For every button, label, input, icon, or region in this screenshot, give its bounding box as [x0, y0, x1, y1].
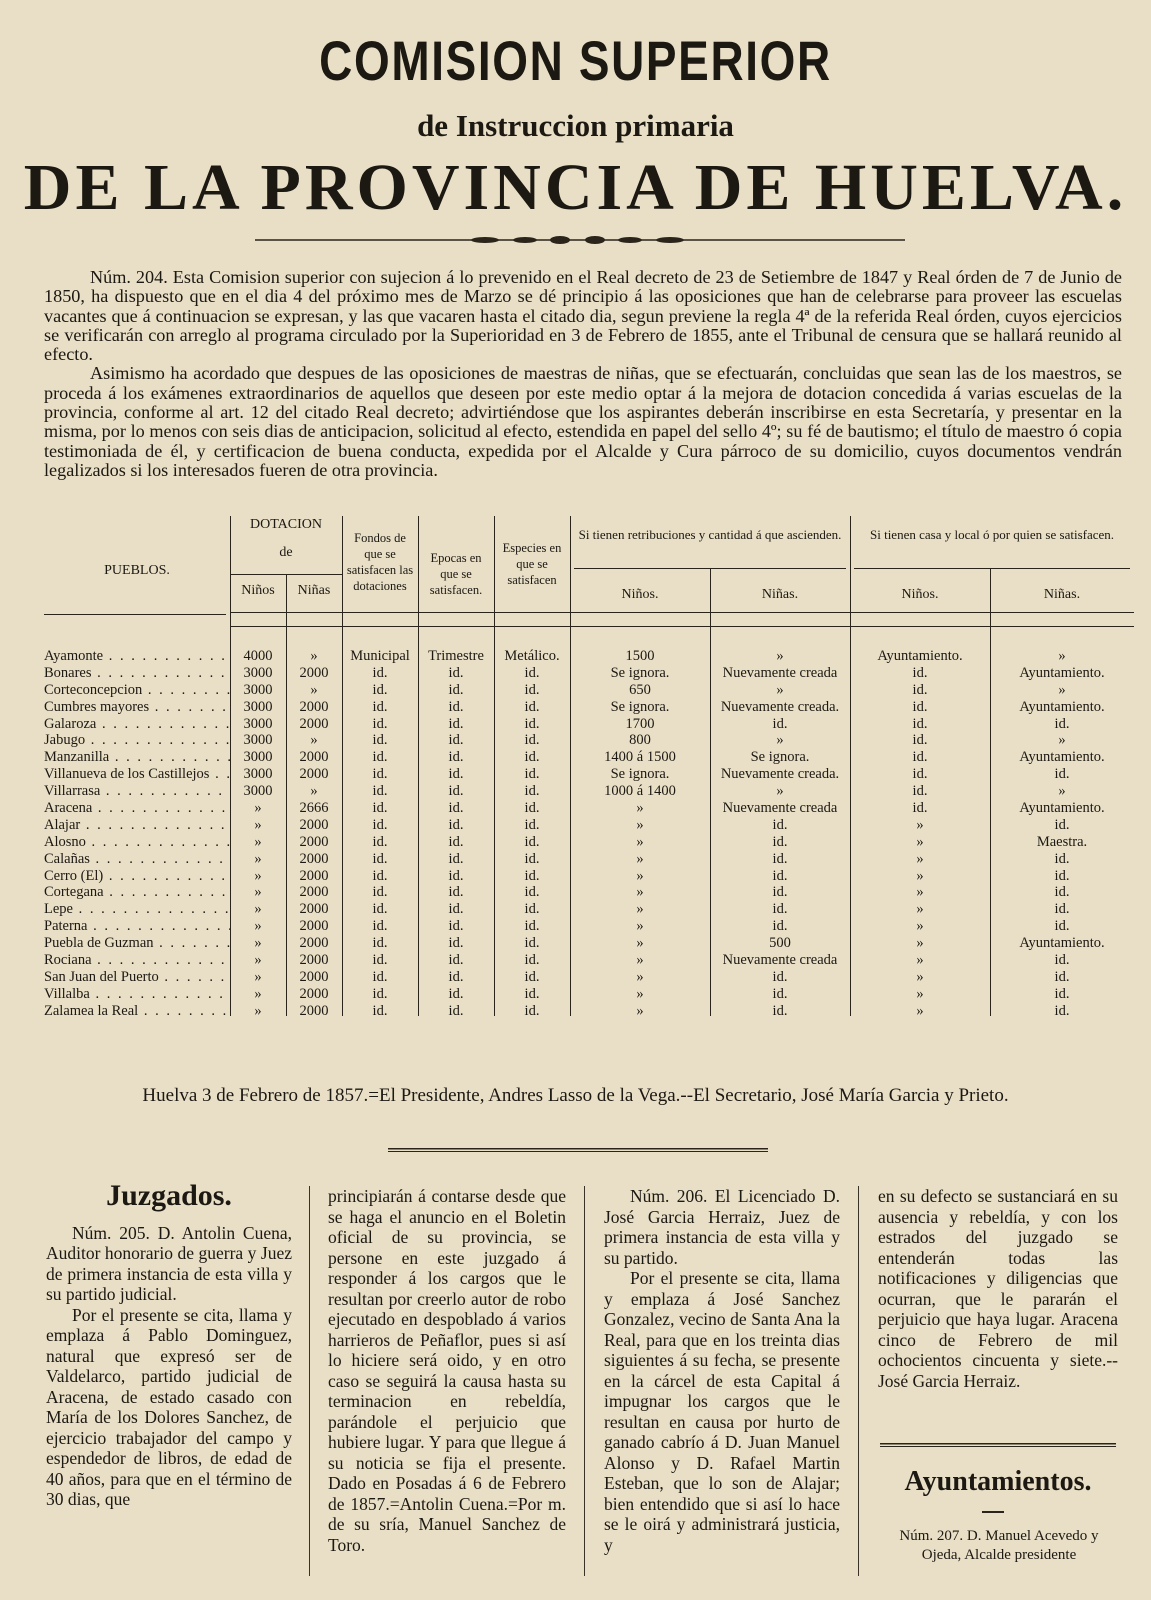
cell-retrib-ninos: » [636, 952, 644, 969]
cell-retrib-ninos: 1000 á 1400 [604, 783, 676, 800]
cell-fondos: id. [372, 968, 388, 985]
cell-especies: id. [524, 901, 540, 918]
cell-retrib-ninas: id. [772, 1002, 788, 1019]
cell-casa-ninos: » [916, 952, 924, 969]
cell-dotacion-ninas: 2000 [299, 715, 329, 732]
cell-dotacion-ninas: 2000 [299, 850, 329, 867]
cell-casa-ninas: id. [1054, 867, 1070, 884]
cell-fondos: id. [372, 901, 388, 918]
cell-retrib-ninas: id. [772, 968, 788, 985]
cell-dotacion-ninos: 3000 [243, 681, 273, 698]
table-row [44, 918, 1134, 935]
cell-retrib-ninos: » [636, 985, 644, 1002]
cell-fondos: id. [372, 867, 388, 884]
cell-pueblo: Manzanilla . . . [44, 749, 230, 766]
cell-dotacion-ninas: 2000 [299, 884, 329, 901]
cell-dotacion-ninos: » [254, 850, 262, 867]
title-underline [982, 1511, 1004, 1513]
cell-epocas: id. [448, 732, 464, 749]
cell-pueblo: Calañas . . . [44, 851, 230, 868]
table-rule [44, 614, 226, 615]
intro-text [44, 268, 1122, 480]
table-row [44, 851, 1134, 868]
section-divider [388, 1147, 768, 1153]
cell-casa-ninos: » [916, 918, 924, 935]
cell-retrib-ninos: » [636, 918, 644, 935]
section-title-ayuntamientos: Ayuntamientos. [904, 1466, 1092, 1497]
cell-retrib-ninos: Se ignora. [610, 698, 670, 715]
cell-retrib-ninas: id. [772, 715, 788, 732]
table-row [44, 699, 1134, 716]
table-row [44, 800, 1134, 817]
cell-casa-ninos: » [916, 850, 924, 867]
cell-casa-ninas: id. [1054, 968, 1070, 985]
cell-epocas: id. [448, 766, 464, 783]
cell-pueblo: Villalba . . . [44, 986, 230, 1003]
cell-retrib-ninos: » [636, 833, 644, 850]
cell-casa-ninas: id. [1054, 1002, 1070, 1019]
cell-casa-ninos: id. [912, 732, 928, 749]
table-row [44, 969, 1134, 986]
cell-dotacion-ninos: 4000 [243, 648, 273, 664]
cell-dotacion-ninos: » [254, 901, 262, 918]
cell-retrib-ninas: » [776, 648, 784, 664]
cell-epocas: id. [448, 918, 464, 935]
cell-retrib-ninos: » [636, 935, 644, 952]
cell-especies: id. [524, 833, 540, 850]
header-casa-ninas: Niñas. [1043, 587, 1081, 602]
cell-fondos: id. [372, 850, 388, 867]
cell-fondos: id. [372, 749, 388, 766]
cell-fondos: id. [372, 1002, 388, 1019]
cell-pueblo: Lepe . . . [44, 901, 230, 918]
cell-retrib-ninas: id. [772, 985, 788, 1002]
cell-dotacion-ninos: 3000 [243, 698, 273, 715]
cell-casa-ninos: » [916, 1002, 924, 1019]
cell-especies: id. [524, 715, 540, 732]
cell-especies: id. [524, 664, 540, 681]
cell-fondos: id. [372, 884, 388, 901]
cell-dotacion-ninos: » [254, 1002, 262, 1019]
cell-fondos: id. [372, 985, 388, 1002]
cell-dotacion-ninos: 3000 [243, 732, 273, 749]
header-casa: Si tienen casa y local ó por quien se satisfacen. [869, 527, 1115, 542]
cell-pueblo: Bonares . . . [44, 665, 230, 682]
cell-dotacion-ninas: 2000 [299, 985, 329, 1002]
cell-dotacion-ninos: » [254, 816, 262, 833]
cell-retrib-ninos: » [636, 901, 644, 918]
cell-retrib-ninas: id. [772, 884, 788, 901]
ornament-divider [255, 234, 905, 246]
cell-retrib-ninos: 1500 [625, 648, 655, 664]
cell-dotacion-ninas: 2000 [299, 664, 329, 681]
cell-casa-ninos: » [916, 968, 924, 985]
signature-line: Huelva 3 de Febrero de 1857.=El Presidente, Andres Lasso de la Vega.--El Secretario, José María Garcia y Prieto. [142, 1085, 1009, 1106]
cell-casa-ninas: » [1058, 783, 1066, 800]
cell-dotacion-ninos: 3000 [243, 664, 273, 681]
cell-dotacion-ninas: 2000 [299, 901, 329, 918]
cell-retrib-ninos: Se ignora. [610, 766, 670, 783]
cell-dotacion-ninos: » [254, 985, 262, 1002]
cell-pueblo: Ayamonte . . . [44, 648, 230, 665]
province-heading: DE LA PROVINCIA DE HUELVA. [23, 151, 1128, 224]
cell-fondos: id. [372, 681, 388, 698]
header-retrib-ninos: Niños. [621, 587, 659, 602]
cell-retrib-ninas: id. [772, 918, 788, 935]
table-rule [230, 626, 1134, 627]
table-row [44, 1003, 1134, 1020]
cell-pueblo: Alosno . . . [44, 834, 230, 851]
page-subtitle: de Instruccion primaria [417, 108, 734, 143]
table-body [44, 648, 1134, 1020]
cell-retrib-ninos: » [636, 1002, 644, 1019]
cell-pueblo: Aracena . . . [44, 800, 230, 817]
cell-casa-ninas: id. [1054, 715, 1070, 732]
notice-paragraph: Núm. 207. D. Manuel Acevedo y Ojeda, Alcalde presidente [899, 1528, 1099, 1563]
cell-especies: id. [524, 698, 540, 715]
cell-dotacion-ninas: 2000 [299, 867, 329, 884]
cell-retrib-ninos: » [636, 816, 644, 833]
cell-casa-ninas: Ayuntamiento. [1019, 664, 1105, 681]
cell-casa-ninas: id. [1054, 850, 1070, 867]
cell-especies: id. [524, 884, 540, 901]
cell-pueblo: Alajar . . . [44, 817, 230, 834]
cell-pueblo: Cumbres mayores . . . [44, 699, 230, 716]
cell-casa-ninos: id. [912, 749, 928, 766]
cell-fondos: id. [372, 783, 388, 800]
cell-retrib-ninas: id. [772, 850, 788, 867]
cell-casa-ninas: » [1058, 648, 1066, 664]
cell-retrib-ninas: Nuevamente creada. [720, 698, 840, 715]
cell-dotacion-ninas: 2666 [299, 800, 329, 817]
cell-dotacion-ninos: » [254, 935, 262, 952]
cell-especies: id. [524, 732, 540, 749]
table-rule [854, 568, 1130, 569]
cell-retrib-ninas: id. [772, 867, 788, 884]
cell-casa-ninas: id. [1054, 816, 1070, 833]
cell-pueblo: Rociana . . . [44, 952, 230, 969]
cell-pueblo: Villarrasa . . . [44, 783, 230, 800]
cell-especies: id. [524, 1002, 540, 1019]
cell-casa-ninos: Ayuntamiento. [877, 648, 963, 664]
cell-casa-ninos: » [916, 833, 924, 850]
cell-epocas: id. [448, 681, 464, 698]
cell-especies: id. [524, 766, 540, 783]
cell-pueblo: Zalamea la Real . . . [44, 1003, 230, 1020]
cell-especies: id. [524, 867, 540, 884]
cell-especies: id. [524, 749, 540, 766]
cell-epocas: Trimestre [428, 648, 484, 664]
cell-dotacion-ninos: » [254, 918, 262, 935]
cell-pueblo: Cerro (El) . . . [44, 868, 230, 885]
cell-dotacion-ninos: » [254, 968, 262, 985]
cell-casa-ninos: » [916, 816, 924, 833]
juzgados-column-4 [878, 1186, 1118, 1391]
cell-especies: id. [524, 985, 540, 1002]
cell-especies: id. [524, 968, 540, 985]
cell-casa-ninos: id. [912, 783, 928, 800]
table-row [44, 935, 1134, 952]
column-separator [309, 1186, 310, 1576]
cell-epocas: id. [448, 783, 464, 800]
cell-pueblo: Jabugo . . . [44, 732, 230, 749]
cell-epocas: id. [448, 664, 464, 681]
cell-retrib-ninas: Nuevamente creada. [720, 766, 840, 783]
cell-dotacion-ninos: 3000 [243, 715, 273, 732]
column-separator [584, 1186, 585, 1576]
cell-retrib-ninas: Nuevamente creada [722, 952, 838, 969]
cell-retrib-ninas: » [776, 732, 784, 749]
notice-paragraph: principiarán á contarse desde que se haga el anuncio en el Boletin oficial de su provincia, se persone en este juzgado á responder á los cargos que le resultan por creerlo autor de robo ejecutado en despoblado á varios harrieros de Peñaflor, pues si así lo hiciere será oido, y en otro caso se seguirá la causa hasta su terminacion en rebeldía, parándole el perjuicio que hubiere lugar. Y para que llegue á su noticia se fija el presente. Dado en Posadas á 6 de Febrero de 1857.=Antolin Cuena.=Por m. de su sría, Manuel Sanchez de Toro. [328, 1186, 566, 1555]
header-ninas: Niñas [297, 583, 331, 598]
cell-casa-ninos: id. [912, 681, 928, 698]
table-row [44, 665, 1134, 682]
notice-paragraph: en su defecto se sustanciará en su ausencia y rebeldía, y con los estrados del juzgado se entenderán todas las notificaciones y diligencias que ocurran, que le pararán el perjuicio que haya lugar. Aracena cinco de Febrero de mil ochocientos cincuenta y siete.--José Garcia Herraiz. [878, 1186, 1118, 1391]
cell-casa-ninas: id. [1054, 766, 1070, 783]
cell-casa-ninos: » [916, 935, 924, 952]
table-row [44, 868, 1134, 885]
cell-casa-ninas: Ayuntamiento. [1019, 698, 1105, 715]
cell-dotacion-ninas: » [310, 681, 318, 698]
cell-especies: id. [524, 681, 540, 698]
cell-fondos: id. [372, 732, 388, 749]
cell-retrib-ninos: » [636, 800, 644, 817]
juzgados-column-1 [46, 1179, 292, 1510]
cell-dotacion-ninas: 2000 [299, 749, 329, 766]
cell-casa-ninos: id. [912, 664, 928, 681]
table-row [44, 766, 1134, 783]
cell-fondos: id. [372, 935, 388, 952]
cell-fondos: id. [372, 952, 388, 969]
cell-casa-ninas: » [1058, 681, 1066, 698]
cell-especies: id. [524, 850, 540, 867]
cell-dotacion-ninas: 2000 [299, 816, 329, 833]
cell-especies: id. [524, 783, 540, 800]
cell-pueblo: Villanueva de los Castillejos . . . [44, 766, 230, 783]
cell-retrib-ninos: 1700 [625, 715, 655, 732]
cell-epocas: id. [448, 985, 464, 1002]
header-dotacion: DOTACION [250, 517, 322, 532]
cell-casa-ninos: » [916, 901, 924, 918]
cell-dotacion-ninos: 3000 [243, 766, 273, 783]
cell-dotacion-ninas: » [310, 732, 318, 749]
cell-epocas: id. [448, 968, 464, 985]
juzgados-column-3 [604, 1186, 840, 1555]
cell-dotacion-ninos: 3000 [243, 749, 273, 766]
cell-pueblo: Galaroza . . . [44, 716, 230, 733]
cell-fondos: id. [372, 833, 388, 850]
section-title-juzgados: Juzgados. [106, 1179, 232, 1212]
table-row [44, 749, 1134, 766]
table-row [44, 648, 1134, 665]
cell-pueblo: Paterna . . . [44, 918, 230, 935]
cell-dotacion-ninos: » [254, 867, 262, 884]
cell-epocas: id. [448, 1002, 464, 1019]
page-title: COMISION SUPERIOR [319, 29, 832, 92]
section-divider [880, 1442, 1116, 1448]
cell-epocas: id. [448, 749, 464, 766]
header-fondos: Fondos de que se satisfacen las dotaciones [346, 531, 414, 593]
intro-paragraph: Núm. 204. Esta Comision superior con sujecion á lo prevenido en el Real decreto de 23 de Setiembre de 1847 y Real órden de 7 de Junio de 1850, ha dispuesto que en el dia 4 del próximo mes de Marzo se dé principio á las oposiciones que han de celebrarse para proveer las escuelas vacantes que á continuacion se expresan, y las que vacaren hasta el citado dia, segun previene la regla 4ª de la referida Real órden, cuyos ejercicios se verificarán con arreglo al programa circulado por la Superioridad en 3 de Febrero de 1855, ante el Tribunal de censura que se hallará reunido al efecto. [44, 267, 1122, 365]
cell-retrib-ninas: id. [772, 901, 788, 918]
cell-pueblo: Corteconcepcion . . . [44, 682, 230, 699]
cell-epocas: id. [448, 816, 464, 833]
cell-retrib-ninas: 500 [769, 935, 791, 952]
cell-fondos: id. [372, 918, 388, 935]
cell-fondos: id. [372, 816, 388, 833]
cell-fondos: id. [372, 766, 388, 783]
cell-epocas: id. [448, 867, 464, 884]
cell-retrib-ninos: 800 [629, 732, 651, 749]
cell-epocas: id. [448, 833, 464, 850]
cell-casa-ninos: » [916, 867, 924, 884]
header-casa-ninos: Niños. [901, 587, 939, 602]
header-epocas: Epocas en que se satisfacen. [429, 551, 483, 597]
cell-casa-ninas: Maestra. [1036, 833, 1088, 850]
cell-dotacion-ninos: » [254, 952, 262, 969]
notice-paragraph: Por el presente se cita, llama y emplaza á José Sanchez Gonzalez, vecino de Santa Ana la Real, para que en los treinta dias siguientes á su fecha, se presente en la cárcel de esta Capital á impugnar los cargos que le resultan en causa por hurto de ganado cabrío á D. Juan Manuel Alonso y D. Rafael Martin Esteban, que lo son de Alajar; bien entendido que si así lo hace se le oirá y administrará justicia, y [604, 1268, 840, 1555]
header-de: de [279, 545, 293, 560]
cell-dotacion-ninas: » [310, 783, 318, 800]
cell-epocas: id. [448, 952, 464, 969]
cell-casa-ninos: » [916, 884, 924, 901]
cell-retrib-ninas: » [776, 681, 784, 698]
cell-especies: id. [524, 816, 540, 833]
notice-paragraph: Núm. 206. El Licenciado D. José Garcia Herraiz, Juez de primera instancia de esta villa y su partido. [604, 1186, 840, 1268]
cell-retrib-ninas: Nuevamente creada [722, 800, 838, 817]
cell-retrib-ninos: » [636, 968, 644, 985]
table-row [44, 716, 1134, 733]
cell-dotacion-ninas: » [310, 648, 318, 664]
cell-epocas: id. [448, 884, 464, 901]
cell-casa-ninas: id. [1054, 985, 1070, 1002]
cell-fondos: id. [372, 800, 388, 817]
cell-casa-ninas: Ayuntamiento. [1019, 935, 1105, 952]
cell-casa-ninos: » [916, 985, 924, 1002]
cell-pueblo: Cortegana . . . [44, 884, 230, 901]
table-rule [230, 612, 1134, 613]
cell-dotacion-ninos: » [254, 800, 262, 817]
header-ninos: Niños [241, 583, 275, 598]
cell-retrib-ninos: » [636, 884, 644, 901]
header-retribuciones: Si tienen retribuciones y cantidad á que ascienden. [578, 527, 842, 542]
cell-especies: id. [524, 952, 540, 969]
schools-table [44, 516, 1134, 1026]
cell-casa-ninos: id. [912, 715, 928, 732]
cell-casa-ninas: Ayuntamiento. [1019, 749, 1105, 766]
table-row [44, 901, 1134, 918]
cell-especies: Metálico. [504, 648, 560, 664]
cell-fondos: Municipal [350, 648, 410, 664]
cell-retrib-ninas: id. [772, 833, 788, 850]
cell-dotacion-ninas: 2000 [299, 935, 329, 952]
cell-epocas: id. [448, 698, 464, 715]
table-row [44, 682, 1134, 699]
cell-casa-ninas: » [1058, 732, 1066, 749]
cell-retrib-ninos: 650 [629, 681, 651, 698]
cell-epocas: id. [448, 800, 464, 817]
table-row [44, 884, 1134, 901]
cell-retrib-ninos: » [636, 850, 644, 867]
cell-epocas: id. [448, 901, 464, 918]
cell-casa-ninos: id. [912, 800, 928, 817]
cell-casa-ninos: id. [912, 698, 928, 715]
cell-dotacion-ninas: 2000 [299, 968, 329, 985]
cell-dotacion-ninas: 2000 [299, 918, 329, 935]
juzgados-column-2 [328, 1186, 566, 1555]
cell-epocas: id. [448, 935, 464, 952]
cell-casa-ninas: id. [1054, 952, 1070, 969]
cell-dotacion-ninas: 2000 [299, 833, 329, 850]
cell-casa-ninas: id. [1054, 918, 1070, 935]
notice-paragraph: Núm. 205. D. Antolin Cuena, Auditor honorario de guerra y Juez de primera instancia de esta villa y su partido judicial. [46, 1222, 292, 1304]
table-row [44, 986, 1134, 1003]
cell-fondos: id. [372, 715, 388, 732]
cell-dotacion-ninos: » [254, 884, 262, 901]
cell-retrib-ninos: 1400 á 1500 [604, 749, 676, 766]
cell-dotacion-ninas: 2000 [299, 1002, 329, 1019]
cell-dotacion-ninas: 2000 [299, 698, 329, 715]
cell-fondos: id. [372, 698, 388, 715]
header-pueblos: PUEBLOS. [104, 563, 170, 578]
cell-fondos: id. [372, 664, 388, 681]
cell-especies: id. [524, 800, 540, 817]
cell-retrib-ninas: id. [772, 816, 788, 833]
table-row [44, 834, 1134, 851]
header-especies: Especies en que se satisfacen [502, 541, 562, 587]
cell-pueblo: San Juan del Puerto . . . [44, 969, 230, 986]
table-row [44, 783, 1134, 800]
cell-especies: id. [524, 918, 540, 935]
cell-retrib-ninas: » [776, 783, 784, 800]
cell-casa-ninos: id. [912, 766, 928, 783]
intro-paragraph: Asimismo ha acordado que despues de las oposiciones de maestras de niñas, que se efectuarán, concluidas que sean las de los maestros, se proceda á los exámenes extraordinarios de aquellos que deseen por este medio optar á la mejora de dotacion concedida á varias escuelas de la provincia, conforme al art. 12 del citado Real decreto; advirtiéndose que los aspirantes deberán inscribirse en esta Secretaría, y presentar en la misma, por lo menos con seis dias de anticipacion, solicitud al efecto, estendida en papel del sello 4º; su fé de bautismo; el título de maestro ó copia testimoniada de él, y certificacion de buena conducta, expedida por el Alcalde y Cura párroco de su domicilio, cuyos documentos vendrán legalizados si los interesados fueren de otra provincia. [44, 363, 1122, 480]
table-row [44, 732, 1134, 749]
cell-casa-ninas: id. [1054, 884, 1070, 901]
cell-dotacion-ninos: » [254, 833, 262, 850]
table-row [44, 952, 1134, 969]
cell-dotacion-ninas: 2000 [299, 952, 329, 969]
cell-retrib-ninas: Nuevamente creada [722, 664, 838, 681]
column-separator [858, 1186, 859, 1576]
cell-especies: id. [524, 935, 540, 952]
cell-retrib-ninas: Se ignora. [750, 749, 810, 766]
cell-casa-ninas: Ayuntamiento. [1019, 800, 1105, 817]
header-retrib-ninas: Niñas. [761, 587, 799, 602]
cell-epocas: id. [448, 850, 464, 867]
table-row [44, 817, 1134, 834]
cell-dotacion-ninas: 2000 [299, 766, 329, 783]
cell-pueblo: Puebla de Guzman . . . [44, 935, 230, 952]
cell-casa-ninas: id. [1054, 901, 1070, 918]
cell-dotacion-ninos: 3000 [243, 783, 273, 800]
cell-retrib-ninos: » [636, 867, 644, 884]
cell-epocas: id. [448, 715, 464, 732]
notice-paragraph: Por el presente se cita, llama y emplaza á Pablo Dominguez, natural que expresó ser de Valdelarco, partido judicial de Aracena, de estado casado con María de los Dolores Sanchez, de ejercicio trabajador del campo y espendedor de libros, de edad de 40 años, para que en el término de 30 dias, que [46, 1304, 292, 1509]
cell-retrib-ninos: Se ignora. [610, 664, 670, 681]
